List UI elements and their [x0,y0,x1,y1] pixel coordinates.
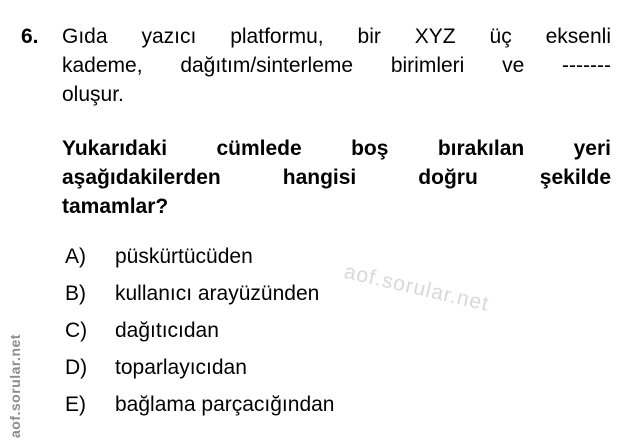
question-body [62,22,611,109]
option-b-text: kullanıcı arayüzünden [115,282,320,305]
option-a-text: püskürtücüden [115,245,253,268]
watermark-diagonal: aof.sorular.net [341,260,492,316]
option-e-text: bağlama parçacığından [115,393,335,416]
option-d-text: toparlayıcıdan [115,356,247,379]
option-c-letter: C) [65,319,88,342]
option-c [65,316,335,345]
option-b-letter: B) [65,282,86,305]
option-d-letter: D) [65,356,88,379]
question-stem [62,134,611,221]
question-body-line-2: kademe, dağıtım/sinterleme birimleri ve ------- [62,54,611,77]
option-d [65,353,335,382]
question-body-line-1: Gıda yazıcı platformu, bir XYZ üç eksenli [62,25,611,48]
options-list [65,242,335,427]
option-e-letter: E) [65,393,86,416]
question-stem-line-2: aşağıdakilerden hangisi doğru şekilde [62,166,611,189]
question-number: 6. [21,25,39,48]
question-stem-line-3: tamamlar? [62,195,169,218]
watermark-vertical: aof.sorular.net [7,334,23,438]
question-stem-line-1: Yukarıdaki cümlede boş bırakılan yeri [62,137,611,160]
question-body-line-3: oluşur. [62,83,124,106]
option-a [65,242,335,271]
option-c-text: dağıtıcıdan [115,319,219,342]
option-e [65,390,335,419]
option-a-letter: A) [65,245,86,268]
option-b [65,279,335,308]
